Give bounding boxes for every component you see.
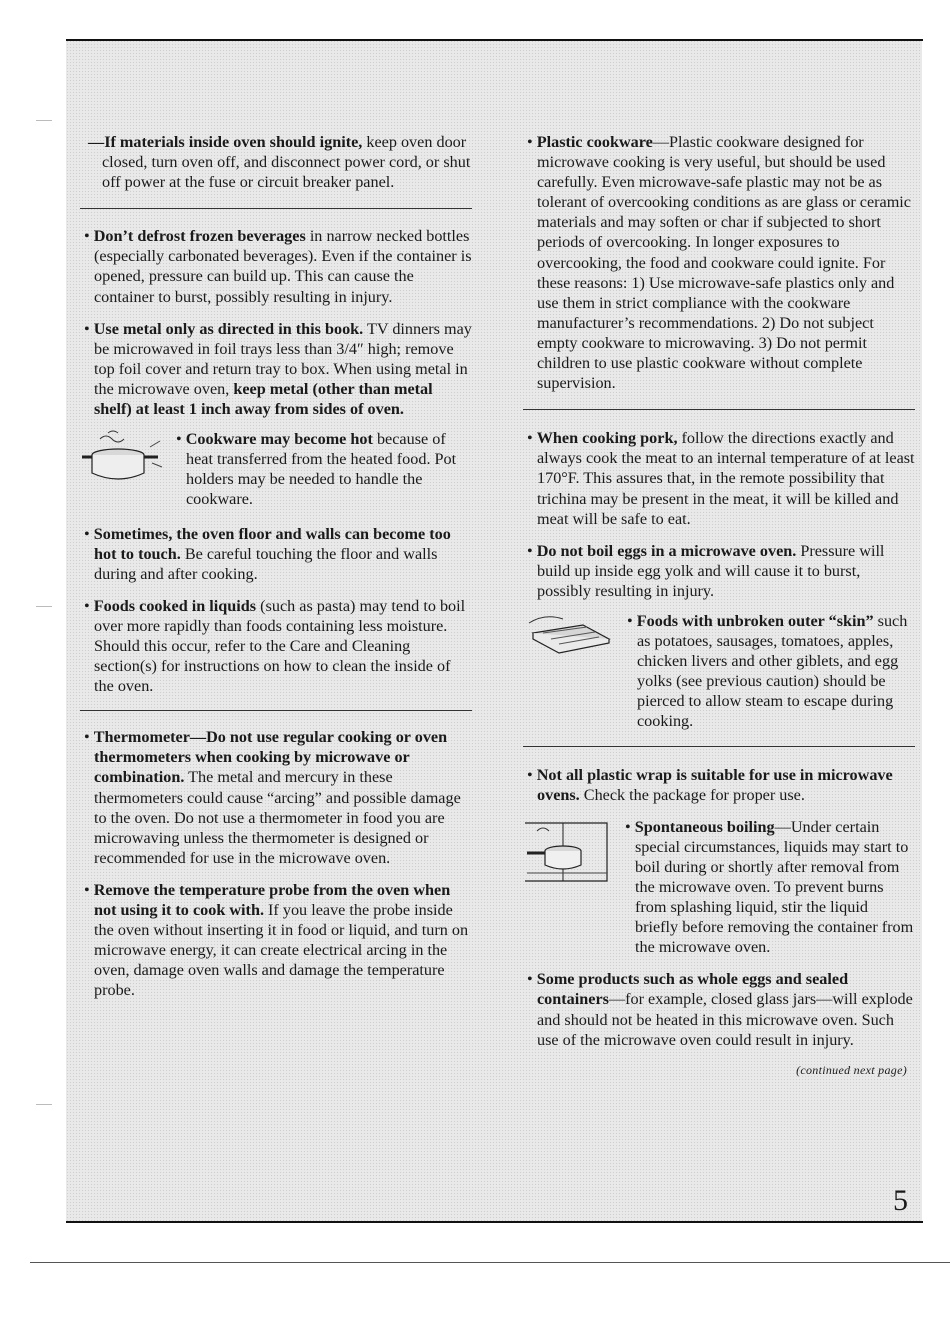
margin-mark bbox=[36, 120, 52, 121]
pork-warning bbox=[523, 428, 915, 528]
metal-warning bbox=[80, 319, 472, 419]
plastic-body: —Plastic cookware designed for microwave cooking is very useful, but should be used carefully. Even microwave-safe plastic may not be as tolerant of overcooking conditions as are glass or ceramic materials and may soften or char if subjected to short periods of overcooking. In longer exposures to overcooking, the food and cookware could ignite. For these reasons: 1) Use microwave-safe plastics only and use them in strict compliance with the cookware manufacturer’s recommendations. 2) Do not subject empty cookware to microwaving. 3) Do not permit children to use plastic cookware without complete supervision. bbox=[537, 133, 911, 393]
wrap-warning bbox=[523, 765, 915, 805]
pork-heading: When cooking pork, bbox=[536, 429, 678, 448]
bullet: • bbox=[527, 133, 533, 151]
sealed-body: —for example, closed glass jars—will explode and should not be heated in this microwave oven. Such use of the microwave oven could result in injury. bbox=[537, 990, 913, 1049]
boiling-heading: Spontaneous boiling bbox=[634, 817, 775, 836]
metal-body: TV dinners may be microwaved in foil trays less than 3/4″ high; remove top foil cover and return tray to box. When using metal in the microwave oven, bbox=[94, 319, 472, 398]
ignite-warning bbox=[80, 132, 472, 192]
margin-mark bbox=[36, 606, 52, 607]
left-column bbox=[80, 132, 472, 1000]
plastic-heading: Plastic cookware bbox=[536, 133, 653, 151]
bullet: • bbox=[625, 817, 631, 836]
continued-note: (continued next page) bbox=[796, 1062, 907, 1077]
bullet: • bbox=[176, 430, 182, 449]
sealed-heading: Some products such as whole eggs and sealed containers bbox=[536, 970, 849, 1009]
page-number: 5 bbox=[893, 1184, 908, 1217]
bullet: • bbox=[84, 319, 90, 338]
bullet: • bbox=[84, 880, 90, 899]
plastic-warning bbox=[523, 132, 915, 393]
liquids-heading: Foods cooked in liquids bbox=[93, 596, 257, 615]
section-divider bbox=[80, 710, 472, 711]
eggs-heading: Do not boil eggs in a microwave oven. bbox=[536, 541, 797, 560]
eggs-warning bbox=[523, 541, 915, 601]
bullet: • bbox=[627, 611, 633, 630]
cookware-hot-warning bbox=[172, 429, 472, 509]
bullet: • bbox=[84, 524, 90, 543]
defrost-warning bbox=[80, 226, 472, 306]
bullet: • bbox=[84, 728, 90, 747]
section-divider bbox=[523, 409, 915, 410]
skin-heading: Foods with unbroken outer “skin” bbox=[636, 611, 874, 630]
liquids-warning bbox=[80, 596, 472, 696]
metal-heading: Use metal only as directed in this book. bbox=[93, 319, 364, 338]
pork-body: follow the directions exactly and always cook the meat to an internal temperature of at least 170°F. This assures that, in the remote possibility that trichina may be present in the meat, it will be killed and meat will be safe to eat. bbox=[537, 429, 915, 528]
wrapped-food-dish-icon bbox=[523, 611, 623, 732]
top-rule bbox=[66, 39, 923, 41]
floor-heading: Sometimes, the oven floor and walls can become too hot to touch. bbox=[93, 524, 451, 563]
metal-emphasis: keep metal (other than metal shelf) at least 1 inch away from sides of oven. bbox=[94, 379, 433, 419]
ignite-heading: —If materials inside oven should ignite, bbox=[88, 133, 363, 151]
wrap-heading: Not all plastic wrap is suitable for use in microwave ovens. bbox=[536, 765, 893, 804]
page-edge-line bbox=[30, 1262, 950, 1263]
defrost-body: in narrow necked bottles (especially carbonated beverages). Even if the container is opened, pressure can build up. This can cause the container to burst, possibly resulting in injury. bbox=[94, 227, 472, 306]
boiling-row bbox=[523, 817, 915, 958]
boiling-warning bbox=[621, 817, 915, 958]
section-divider bbox=[80, 208, 472, 209]
wrap-body: Check the package for proper use. bbox=[579, 785, 805, 804]
right-column bbox=[523, 132, 915, 1080]
cookware-hot-body: because of heat transferred from the heated food. Pot holders may be needed to handle the cookware. bbox=[186, 430, 457, 509]
margin-mark bbox=[36, 1104, 52, 1105]
thermometer-body: The metal and mercury in these thermometers could cause “arcing” and possible damage to the oven. Do not use a thermometer in food you are microwaving unless the thermometer is designed or recommended for use in the microwave oven. bbox=[94, 768, 461, 867]
skin-body: such as potatoes, sausages, tomatoes, apples, chicken livers and other giblets, and egg yolks (see previous caution) should be pierced to allow steam to escape during cooking. bbox=[637, 611, 908, 731]
probe-warning bbox=[80, 880, 472, 1001]
skin-row bbox=[523, 611, 915, 732]
probe-heading: Remove the temperature probe from the oven when not using it to cook with. bbox=[93, 880, 451, 919]
bullet: • bbox=[527, 429, 533, 448]
sealed-warning bbox=[523, 969, 915, 1049]
pot-with-steam-icon bbox=[80, 429, 172, 509]
bullet: • bbox=[527, 970, 533, 989]
floor-body: Be careful touching the floor and walls during and after cooking. bbox=[94, 544, 438, 583]
bullet: • bbox=[527, 765, 533, 784]
section-divider bbox=[523, 746, 915, 747]
boiling-pot-icon bbox=[523, 817, 621, 958]
bottom-rule bbox=[66, 1221, 923, 1223]
ignite-body: keep oven door closed, turn oven off, and disconnect power cord, or shut off power at the fuse or circuit breaker panel. bbox=[102, 133, 471, 192]
boiling-body: —Under certain special circumstances, liquids may start to boil during or shortly after removal from the microwave oven. To prevent burns from splashing liquid, stir the liquid briefly before removing the container from the microwave oven. bbox=[635, 817, 914, 957]
thermometer-heading: Thermometer—Do not use regular cooking or oven thermometers when cooking by microwave or combination. bbox=[93, 728, 448, 787]
cookware-hot-heading: Cookware may become hot bbox=[185, 430, 373, 449]
liquids-body: (such as pasta) may tend to boil over more rapidly than foods containing less moisture. Should this occur, refer to the Care and Cleaning section(s) for instructions on how to clean the inside of the oven. bbox=[94, 596, 466, 696]
thermometer-warning bbox=[80, 727, 472, 868]
bullet: • bbox=[527, 541, 533, 560]
floor-warning bbox=[80, 524, 472, 584]
eggs-body: Pressure will build up inside egg yolk and will cause it to burst, possibly resulting in injury. bbox=[537, 541, 885, 600]
bullet: • bbox=[84, 596, 90, 615]
skin-warning bbox=[623, 611, 915, 732]
probe-body: If you leave the probe inside the oven without inserting it in food or liquid, and turn on microwave energy, it can create electrical arcing in the oven, damage oven walls and damage the temperature probe. bbox=[94, 901, 469, 1000]
cookware-hot-row bbox=[80, 429, 472, 509]
defrost-heading: Don’t defrost frozen beverages bbox=[93, 227, 306, 246]
bullet: • bbox=[84, 227, 90, 246]
